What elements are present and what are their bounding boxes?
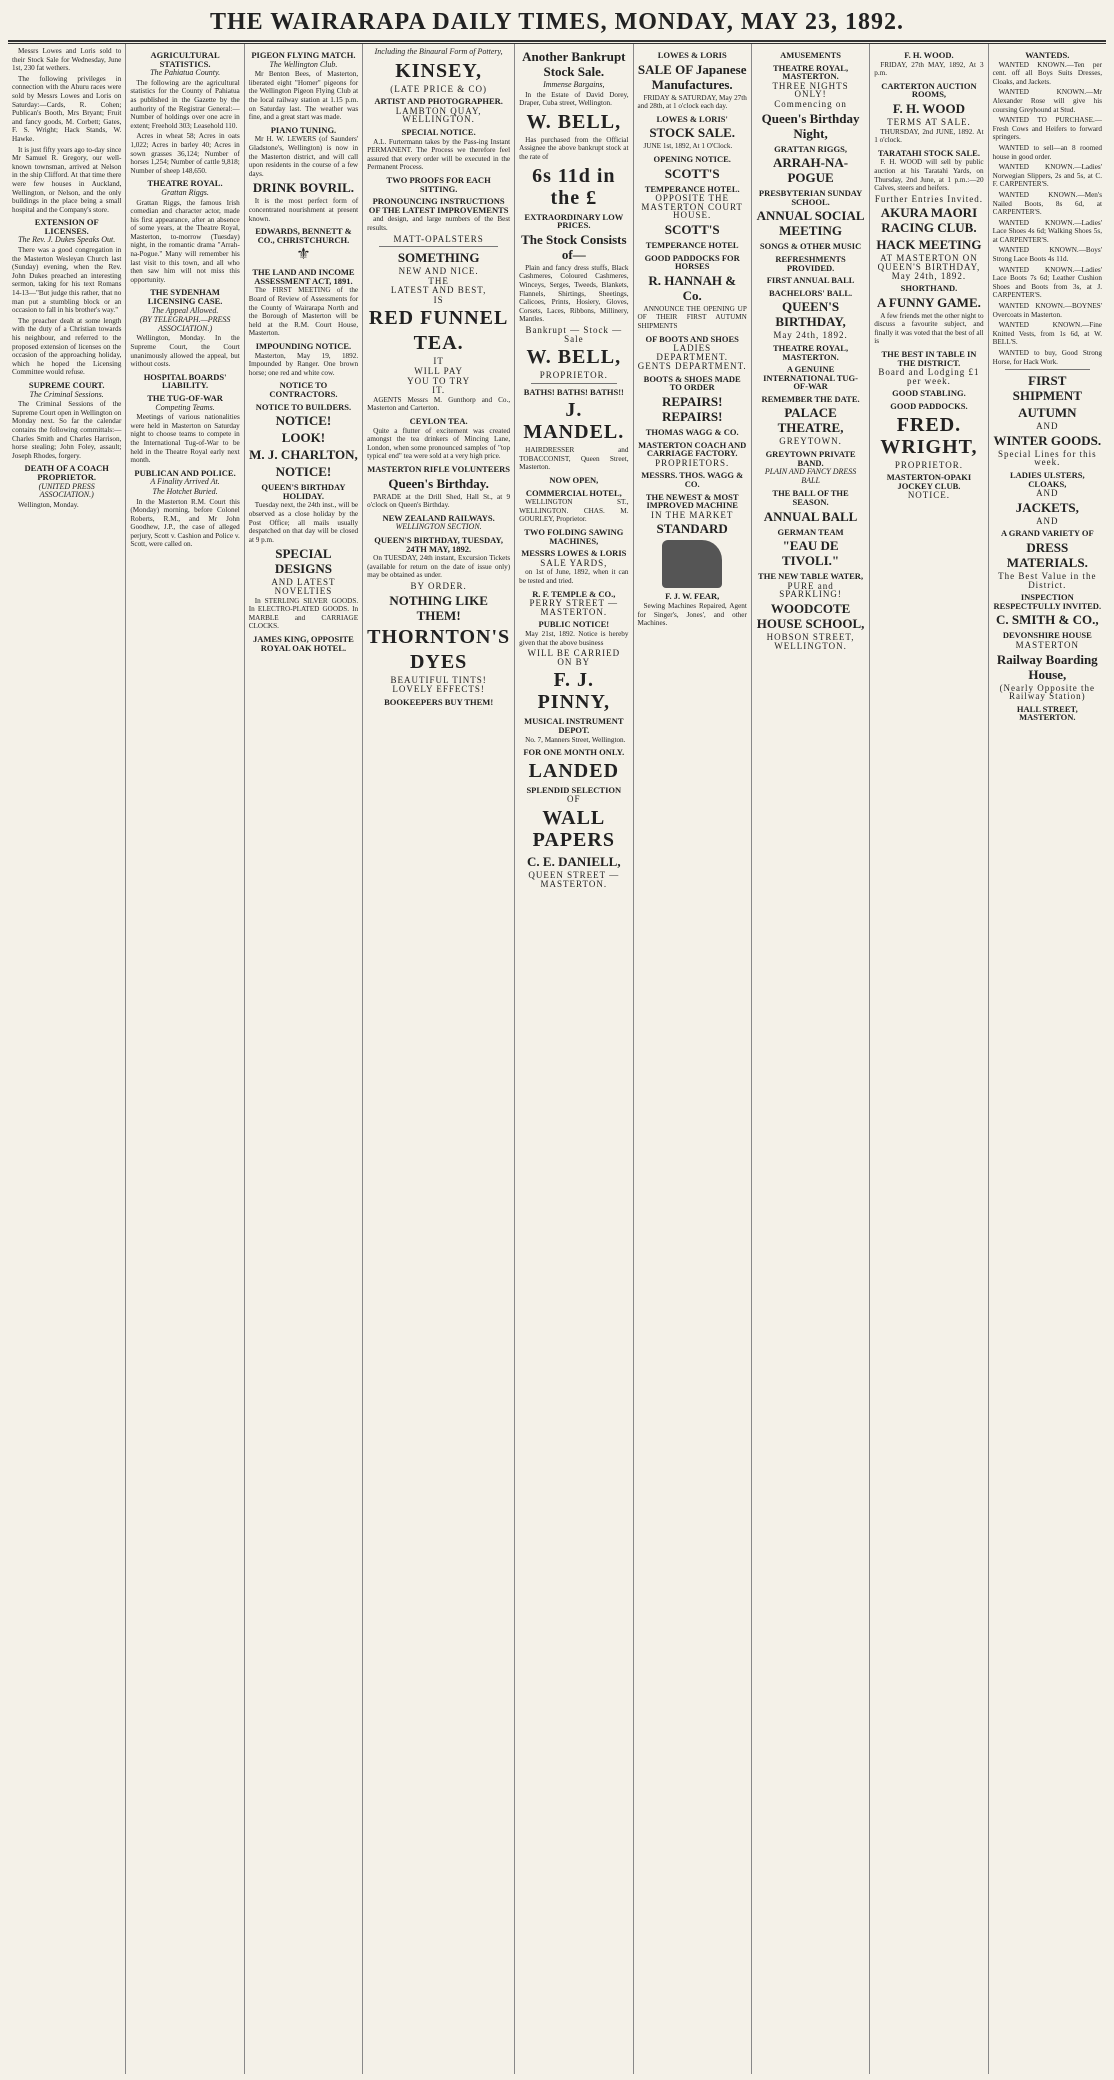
headline: THE SYDENHAM LICENSING CASE. — [147, 287, 223, 307]
headline: (LATE PRICE & CO) — [390, 83, 487, 94]
headline: NEW AND NICE. — [398, 266, 479, 277]
headline: LANDED — [528, 759, 620, 782]
headline: WANTEDS. — [1025, 50, 1070, 60]
headline: IT — [433, 356, 444, 367]
headline: SPECIAL DESIGNS — [274, 546, 332, 577]
headline: QUEEN STREET — MASTERTON. — [528, 869, 620, 889]
headline: The Best Value in the District. — [998, 570, 1097, 590]
article-paragraph: F. H. WOOD will sell by public auction at his Taratahi Yards, on Thursday, 2nd June, at 1 p.m.:—20 Calves, steers and heifers. — [874, 158, 984, 193]
headline: THE TUG-OF-WAR — [147, 392, 223, 403]
headline: WILL PAY — [414, 366, 463, 377]
headline: SPLENDID SELECTION — [526, 784, 622, 795]
headline: F. H. WOOD. — [904, 50, 954, 60]
headline: Railway Boarding House, — [996, 651, 1098, 682]
article-paragraph: WANTED KNOWN.—Fine Knitted Vests, from 1s 6d, at W. BELL'S. — [992, 321, 1102, 347]
headline: "EAU DE TIVOLI." — [781, 538, 840, 569]
headline: The Pahiatua County. — [150, 68, 221, 78]
headline: REMEMBER THE DATE. — [761, 393, 860, 404]
article-paragraph: WELLINGTON ST., WELLINGTON. CHAS. M. GOURLEY, Proprietor. — [519, 498, 629, 524]
article-paragraph: On TUESDAY, 24th instant, Excursion Tickets (available for return on the date of issue only) may be obtained as under. — [367, 554, 511, 580]
article-paragraph: Sewing Machines Repaired, Agent for Singer's, Jones', and other Machines. — [637, 602, 747, 628]
headline: PIANO TUNING. — [270, 124, 337, 135]
separator-rule — [379, 246, 498, 247]
headline: STANDARD — [656, 521, 728, 537]
article-paragraph: WANTED KNOWN.—Men's Nailed Boots, 8s 6d, at CARPENTER'S. — [992, 190, 1102, 217]
headline: F. J. W. FEAR, — [665, 591, 720, 602]
headline: TWO FOLDING SAWING MACHINES, — [524, 527, 624, 546]
headline: HOSPITAL BOARDS' LIABILITY. — [143, 371, 227, 391]
headline: PROPRIETOR. — [539, 370, 608, 381]
headline: PROPRIETORS. — [655, 457, 730, 468]
crest-emblem: ⚜ — [296, 246, 311, 264]
headline: Bankrupt — Stock — Sale — [525, 324, 623, 344]
article-paragraph: It is the most perfect form of concentrated nourishment at present known. — [248, 197, 359, 223]
headline: AND LATEST NOVELTIES — [271, 577, 336, 596]
column-6 — [634, 44, 752, 2074]
headline: MASTERTON — [1015, 639, 1079, 650]
headline: BEAUTIFUL TINTS! — [390, 674, 487, 685]
article-paragraph: WANTED KNOWN.—Ladies' Lace Boots 7s 6d; Leather Cushion Shoes and Boots from 3s, at J. CARPENTER'S. — [992, 265, 1102, 300]
headline: JACKETS, — [1015, 499, 1079, 515]
headline: WALL PAPERS — [532, 806, 615, 851]
headline: GREYTOWN PRIVATE BAND. — [765, 449, 856, 468]
article-paragraph: The following are the agricultural statistics for the County of Pahiatua as published in the Gazette by the authority of the Registrar General:—Number of holdings over one acre in extent; Freehold 303; Leasehold 110. — [130, 78, 240, 130]
headline: PLAIN AND FANCY DRESS BALL — [764, 467, 857, 485]
article-paragraph: JUNE 1st, 1892, At 1 O'Clock. — [643, 142, 733, 151]
headline: PRONOUNCING INSTRUCTIONS OF THE LATEST IMPROVEMENTS — [368, 196, 509, 215]
headline: GOOD PADDOCKS FOR HORSES — [644, 252, 740, 272]
headline: NOW OPEN, — [549, 475, 599, 486]
headline: SALE YARDS, — [540, 557, 608, 568]
headline: Commencing on — [774, 98, 847, 109]
headline: MESSRS. THOS. WAGG & CO. — [641, 470, 744, 490]
headline: Grattan Riggs. — [161, 187, 209, 197]
headline: Special Lines for this week. — [997, 448, 1097, 468]
article-paragraph: Acres in wheat 58; Acres in oats 1,022; Acres in barley 40; Acres in sown grasses 36,124; Number of horses 1,254; Number of cattle 9,818; Number of sheep 148,650. — [130, 132, 240, 175]
headline: TEA. — [413, 332, 464, 355]
column-3 — [245, 44, 363, 2074]
headline: ANNUAL BALL — [763, 508, 858, 524]
headline: F. J. PINNY, — [537, 669, 611, 714]
article-paragraph: No. 7, Manners Street, Wellington. — [525, 735, 626, 744]
headline: FOR ONE MONTH ONLY. — [523, 747, 625, 758]
headline: QUEEN'S BIRTHDAY HOLIDAY. — [261, 482, 346, 501]
headline: LAMBTON QUAY, WELLINGTON. — [395, 105, 482, 125]
headline: REFRESHMENTS PROVIDED. — [775, 253, 846, 273]
headline: LADIES ULSTERS, CLOAKS, — [1009, 469, 1085, 489]
headline: FIRST SHIPMENT — [1012, 373, 1082, 404]
headline: EXTRAORDINARY LOW PRICES. — [524, 211, 624, 231]
headline: IN THE MARKET — [651, 509, 734, 520]
headline: LOWES & LORIS — [657, 50, 727, 60]
headline: WOODCOTE HOUSE SCHOOL, — [756, 601, 865, 631]
headline: GRATTAN RIGGS, — [774, 143, 847, 154]
headline: C. SMITH & CO., — [996, 612, 1099, 628]
headline: NEW ZEALAND RAILWAYS. — [382, 512, 495, 523]
article-paragraph: WANTED KNOWN.—Ladies' Lace Shoes 4s 6d; Walking Shoes 5s, at CARPENTER'S. — [992, 218, 1102, 244]
headline: DRINK BOVRIL. — [252, 180, 354, 196]
boot-illustration — [662, 540, 722, 588]
headline: THEATRE ROYAL. — [147, 178, 223, 189]
headline: REPAIRS! REPAIRS! — [661, 394, 723, 425]
headline: M. J. CHARLTON, — [249, 447, 358, 463]
headline: QUEEN'S BIRTHDAY, — [775, 299, 846, 330]
headline: PUBLICAN AND POLICE. — [134, 467, 236, 478]
headline: DYES — [409, 650, 468, 673]
headline: THEATRE ROYAL, MASTERTON. — [773, 62, 849, 82]
headline: WINTER GOODS. — [993, 432, 1102, 448]
headline: SCOTT'S — [664, 221, 720, 237]
headline: JAMES KING, OPPOSITE ROYAL OAK HOTEL. — [253, 633, 354, 653]
headline: W. BELL, — [526, 110, 622, 133]
column-5 — [515, 44, 633, 2074]
article-paragraph: WANTED to buy, Good Strong Horse, for Hack Work. — [992, 349, 1102, 366]
headline: MASTERTON COACH AND CARRIAGE FACTORY. — [638, 439, 747, 459]
article-paragraph: WANTED to sell—an 8 roomed house in good order. — [992, 143, 1102, 161]
headline: HOBSON STREET, WELLINGTON. — [766, 632, 855, 651]
headline: A GRAND VARIETY OF — [1000, 528, 1094, 539]
headline: YOU TO TRY — [407, 375, 471, 386]
headline: PURE and SPARKLING! — [779, 580, 842, 600]
headline: NOTICE. — [907, 490, 951, 501]
headline: THOMAS WAGG & CO. — [645, 427, 739, 438]
article-paragraph: Messrs Lowes and Loris sold to their Stock Sale for Wednesday, June 1st, 230 fat wethers. — [12, 47, 122, 73]
headline: ARRAH-NA-POGUE — [773, 155, 849, 186]
article-paragraph: A.L. Furtermann takes by the Pass-ing Instant PERMANENT. The Process we therefore feel assured that every order will be executed in the Permanent Process. — [367, 137, 511, 172]
headline: AND — [1036, 421, 1059, 432]
headline: BATHS! BATHS! BATHS!! — [523, 386, 624, 397]
headline: MATT-OPALSTERS — [393, 233, 484, 244]
article-paragraph: WANTED KNOWN.—Ten per cent. off all Boys Suits Dresses, Cloaks, and Jackets. — [992, 60, 1102, 86]
headline: THE BALL OF THE SEASON. — [772, 488, 849, 508]
headline: FIRST ANNUAL BALL — [766, 275, 855, 286]
headline: A GENUINE INTERNATIONAL TUG-OF-WAR — [763, 364, 858, 392]
headline: IMPOUNDING NOTICE. — [255, 341, 352, 352]
headline: Board and Lodging £1 per week. — [878, 367, 980, 386]
masthead: THE WAIRARAPA DAILY TIMES, MONDAY, MAY 23, 1892. — [209, 9, 905, 35]
article-paragraph: Mr H. W. LEWERS (of Saunders' Gladstone's, Wellington) is now in the Masterton district, and will call upon residents in the course of a few days. — [248, 135, 359, 178]
article-paragraph: HAIRDRESSER and TOBACCONIST, Queen Street, Masterton. — [519, 446, 629, 472]
headline: PROPRIETOR. — [894, 459, 963, 470]
headline: THREE NIGHTS ONLY! — [772, 80, 849, 100]
headline: EDWARDS, BENNETT & CO., CHRISTCHURCH. — [255, 226, 352, 245]
article-paragraph: WANTED TO PURCHASE.—Fresh Cows and Heifers to forward springers. — [992, 116, 1102, 142]
headline: PRESBYTERIAN SUNDAY SCHOOL. — [758, 188, 863, 207]
headline: Immense Bargains, — [543, 80, 605, 89]
headline: SCOTT'S — [664, 165, 720, 181]
article-paragraph: Quite a flutter of excitement was created amongst the tea drinkers of Mincing Lane, London, when some pronounced samples of "top typical end" tea were sold at a very high price. — [367, 426, 511, 461]
article-paragraph: It is just fifty years ago to-day since Mr Samuel R. Gregory, our well-known townsman, arrived at Nelson in the ship Clifford. At that time there were few houses in Auckland, Wellington, or Nelson, and the only buildings in the place being a small hospital and the Company's store. — [12, 145, 122, 214]
headline: Competing Teams. — [155, 402, 215, 412]
headline: LOOK! — [281, 430, 326, 446]
headline: TEMPERANCE HOTEL. — [644, 183, 740, 194]
headline: AGRICULTURAL STATISTICS. — [150, 50, 220, 69]
headline: WILL BE CARRIED ON BY — [527, 648, 621, 667]
headline: THE BEST IN TABLE IN THE DISTRICT. — [881, 349, 977, 368]
headline: LOVELY EFFECTS! — [392, 684, 485, 695]
headline: BOOTS & SHOES MADE TO ORDER — [643, 373, 741, 393]
headline: GOOD PADDOCKS. — [890, 401, 968, 412]
headline: SOMETHING — [397, 250, 480, 266]
headline: R. HANNAH & Co. — [648, 272, 737, 303]
headline: TWO PROOFS FOR EACH SITTING. — [386, 174, 491, 194]
headline: NOTHING LIKE THEM! — [389, 592, 488, 623]
headline: FRED. WRIGHT, — [880, 413, 978, 458]
headline: F. H. WOOD — [892, 100, 966, 116]
headline: SPECIAL NOTICE. — [401, 126, 476, 137]
headline: AT MASTERTON ON QUEEN'S BIRTHDAY, May 24th, 1892. — [877, 253, 981, 281]
article-paragraph: WANTED KNOWN.—Ladies' Norwegian Slippers, 2s and 5s, at C. F. CARPENTER'S. — [992, 163, 1102, 189]
headline: Queen's Birthday. — [388, 475, 489, 491]
headline: BY ORDER. — [410, 580, 467, 591]
article-paragraph: FRIDAY, 27th MAY, 1892, At 3 p.m. — [874, 60, 984, 78]
separator-rule — [531, 383, 616, 384]
column-4 — [363, 44, 515, 2074]
headline: MASTERTON-OPAKI JOCKEY CLUB. — [886, 472, 972, 491]
headline: GOOD STABLING. — [892, 388, 966, 399]
headline: LATEST AND BEST, — [390, 285, 487, 296]
headline: OPPOSITE THE MASTERTON COURT HOUSE. — [641, 193, 743, 221]
article-paragraph: Mr Benton Bees, of Masterton, liberated eight "Homer" pigeons for the Wellington Pigeon Flying Club at the local railway station at 1.15 p.m. on Saturday last. The weather was fine, and a great start was made. — [248, 70, 359, 122]
article-paragraph: FRIDAY & SATURDAY, May 27th and 28th, at 1 o'clock each day. — [637, 93, 747, 111]
headline: AUTUMN — [1018, 405, 1077, 421]
article-paragraph: In STERLING SILVER GOODS. In ELECTRO-PLATED GOODS. In MARBLE and CARRIAGE CLOCKS. — [248, 596, 359, 631]
article-paragraph: Grattan Riggs, the famous Irish comedian and character actor, made his first appearance, after an absence of some years, at the Theatre Royal, Masterton, to-morrow (Tuesday) night, in the romantic drama "Arrah-na-Pogue." Many will remember his last visit to this town, and all who then saw him will not miss this opportunity. — [130, 198, 240, 284]
column-9 — [989, 44, 1106, 2074]
article-paragraph: The following privileges in connection with the Ahuru races were sold by Messrs Lowes and Loris on Saturday:—Cards, R. Cohen; Publican's Booth, Mrs Bryant; Fruit and fancy goods, M. Corbett; Gates, F. S. Wright; Hack Stands, W. Hawke. — [12, 74, 122, 143]
masthead-rule — [8, 40, 1106, 42]
headline: OF BOOTS AND SHOES — [645, 333, 739, 344]
article-paragraph: WANTED KNOWN.—BOYNES' Overcoats in Masterton. — [992, 302, 1102, 319]
headline: BOOKEEPERS BUY THEM! — [384, 696, 494, 707]
headline: RED FUNNEL — [368, 307, 509, 330]
headline: MESSRS LOWES & LORIS — [521, 548, 627, 559]
headline: MASTERTON RIFLE VOLUNTEERS — [367, 464, 511, 474]
headline: THE LAND AND INCOME ASSESSMENT ACT, 1891. — [252, 267, 355, 286]
article-paragraph: The FIRST MEETING of the Board of Review of Assessments for the County of Wairarapa North and the Borough of Masterton will be held at the R.M. Court House, Masterton. — [248, 286, 359, 338]
headline: LADIES DEPARTMENT. — [656, 343, 729, 362]
article-paragraph: The preacher dealt at some length with the duty of a Christian towards his neighbour, and referred to the proposed extension of licenses on the occasion of the approaching holiday, which he hoped the Licensing Committee would refuse. — [12, 316, 122, 377]
article-paragraph: Masterton, May 19, 1892. Impounded by Ranger. One brown horse; one red and white cow. — [248, 351, 359, 377]
headline: Including the Binaural Form of Pottery, — [374, 47, 503, 56]
headline: BACHELORS' BALL. — [768, 287, 853, 298]
headline: SALE OF Japanese Manufactures. — [637, 61, 747, 92]
headline: HALL STREET, MASTERTON. — [1016, 703, 1078, 723]
headline: SHORTHAND. — [900, 283, 958, 294]
headline: THORNTON'S — [367, 625, 511, 648]
column-2 — [126, 44, 244, 2074]
article-paragraph: The Criminal Sessions of the Supreme Court open in Wellington on Monday next. So far the calendar contains the following committals:—Charles Smith and Charles Harrison, horse stealing; John Foley, assault; Joseph Rhodes, forgery. — [12, 400, 122, 460]
headline: SONGS & OTHER MUSIC — [759, 241, 862, 252]
headline: C. E. DANIELL, — [527, 853, 621, 869]
headline: A Finality Arrived At. — [150, 477, 220, 487]
headline: KINSEY, — [395, 59, 483, 82]
headline: THE NEW TABLE WATER, — [758, 571, 864, 582]
article-paragraph: In the Estate of David Dorey, Draper, Cuba street, Wellington. — [519, 90, 629, 108]
headline: GREYTOWN. — [779, 436, 842, 447]
headline: LOWES & LORIS' — [656, 113, 728, 124]
headline: QUEEN'S BIRTHDAY, TUESDAY, 24TH MAY, 1892. — [374, 534, 503, 554]
headline: May 24th, 1892. — [773, 330, 848, 341]
headline: NOTICE! — [275, 413, 332, 429]
headline: MUSICAL INSTRUMENT DEPOT. — [524, 716, 624, 735]
article-paragraph: THURSDAY, 2nd JUNE, 1892. At 1 o'clock. — [874, 127, 984, 145]
column-1 — [8, 44, 126, 2074]
article-paragraph: There was a good congregation in the Masterton Wesleyan Church last (Sunday) evening, when the Rev. John Dukes preached an interesting sermon, taking for his text Romans 14-13—"But judge this rather, that no man put a stumbling block or an occasion to fall in his brother's way." — [12, 246, 122, 315]
article-paragraph: Has purchased from the Official Assignee the above bankrupt stock at the rate of — [519, 135, 629, 161]
article-paragraph: PARADE at the Drill Shed, Hall St., at 9 o'clock on Queen's Birthday. — [367, 492, 511, 510]
headline: PUBLIC NOTICE! — [538, 619, 610, 630]
headline: ARTIST AND PHOTOGRAPHER. — [374, 96, 503, 107]
headline: DEVONSHIRE HOUSE — [1002, 630, 1092, 641]
headline: The Wellington Club. — [269, 59, 338, 69]
column-7 — [752, 44, 870, 2074]
headline: THEATRE ROYAL, MASTERTON. — [773, 342, 849, 362]
headline: PALACE THEATRE, — [777, 405, 844, 436]
headline: IS — [433, 294, 444, 305]
headline: TARATAHI STOCK SALE. — [877, 147, 980, 158]
headline: A FUNNY GAME. — [877, 294, 981, 310]
article-paragraph: Meetings of various nationalities were held in Masterton on Saturday night to choose teams to compete in the International Tug-of-War to be held in the Theatre Royal early next month. — [130, 413, 240, 465]
headline: STOCK SALE. — [649, 125, 736, 141]
headline: W. BELL, — [526, 346, 622, 369]
headline: The Rev. J. Dukes Speaks Out. — [18, 235, 116, 245]
article-paragraph: In the Masterton R.M. Court this (Monday) morning, before Colonel Roberts, R.M., and Mr John Goodhew, J.P., the case of alleged perjury, Scott v. Cashion and Police v. Scott, were called on. — [130, 497, 240, 549]
headline: AKURA MAORI RACING CLUB. — [880, 205, 978, 236]
headline: AMUSEMENTS — [780, 50, 842, 60]
article-paragraph: May 21st, 1892. Notice is hereby given that the above business — [519, 629, 629, 647]
headline: AND — [1036, 515, 1059, 526]
headline: INSPECTION RESPECTFULLY INVITED. — [993, 592, 1102, 611]
column-8 — [870, 44, 988, 2074]
headline: Further Entries Invited. — [874, 193, 984, 204]
headline: NOTICE TO CONTRACTORS. — [269, 380, 338, 399]
headline: NOTICE TO BUILDERS. — [255, 401, 352, 412]
headline: OF — [567, 794, 581, 805]
article-paragraph: ANNOUNCE THE OPENING UP OF THEIR FIRST AUTUMN SHIPMENTS — [637, 304, 747, 330]
headline: TERMS AT SALE. — [887, 116, 971, 127]
headline: CEYLON TEA. — [409, 416, 468, 427]
article-paragraph: A few friends met the other night to discuss a favourite subject, and finally it was voted that the best of all is — [874, 311, 984, 346]
headline: GENTS DEPARTMENT. — [637, 361, 747, 372]
headline: The Appeal Allowed. — [151, 305, 219, 315]
headline: PIGEON FLYING MATCH. — [251, 50, 356, 60]
article-paragraph: AGENTS Messrs M. Gunthorp and Co., Masterton and Carterton. — [367, 395, 511, 413]
headline: (BY TELEGRAPH.—PRESS ASSOCIATION.) — [139, 315, 231, 333]
headline: Another Bankrupt Stock Sale. — [522, 49, 626, 79]
headline: DEATH OF A COACH PROPRIETOR. — [24, 463, 109, 482]
article-paragraph: on 1st of June, 1892, when it can be tested and tried. — [519, 568, 629, 585]
article-paragraph: Wellington, Monday. In the Supreme Court, the Court unanimously allowed the appeal, but without costs. — [130, 334, 240, 369]
headline: EXTENSION OF LICENSES. — [34, 217, 99, 236]
headline: Queen's Birthday Night, — [761, 110, 860, 141]
headline: IT. — [432, 385, 446, 396]
headline: HACK MEETING — [876, 237, 982, 253]
article-paragraph: Wellington, Monday. — [18, 500, 79, 509]
article-paragraph: WANTED KNOWN.—Boys' Strong Lace Boots 4s 11d. — [992, 246, 1102, 264]
headline: ANNUAL SOCIAL MEETING — [756, 208, 865, 239]
headline: TEMPERANCE HOTEL — [645, 239, 739, 250]
headline: The Stock Consists of— — [521, 231, 627, 262]
headline: PERRY STREET — MASTERTON. — [529, 598, 619, 617]
headline: NOTICE! — [275, 464, 332, 480]
headline: DRESS MATERIALS. — [1006, 539, 1088, 570]
headline: The Criminal Sessions. — [29, 389, 104, 399]
article-paragraph: Plain and fancy dress stuffs, Black Cashmeres, Coloured Cashmeres, Winceys, Serges, Tweeds, Blankets, Flannels, Shirtings, Sheetings, Calicoes, Prints, Hosiery, Gloves, Corsets, Laces, Ribbons, Millinery, Mantles. — [519, 263, 629, 324]
article-paragraph: and design, and large numbers of the Best results. — [367, 215, 511, 232]
headline: The Hotchet Buried. — [152, 486, 218, 496]
article-paragraph: Tuesday next, the 24th inst., will be observed as a close holiday by the Post Office; all mails usually despatched on that day will be closed at 9 p.m. — [248, 501, 359, 544]
headline: J. MANDEL. — [523, 399, 625, 444]
headline: (UNITED PRESS ASSOCIATION.) — [38, 481, 95, 500]
article-paragraph: WANTED KNOWN.—Mr Alexander Rose will give his coursing Greyhound at Stud. — [992, 88, 1102, 114]
headline: 6s 11d in the £ — [532, 164, 616, 209]
separator-rule — [1005, 369, 1090, 370]
headline: R. F. TEMPLE & CO., — [532, 588, 616, 599]
headline: CARTERTON AUCTION ROOMS, — [881, 80, 977, 100]
headline: AND — [1036, 488, 1059, 499]
headline: THE NEWEST & MOST IMPROVED MACHINE — [645, 491, 739, 511]
headline: (Nearly Opposite the Railway Station) — [999, 682, 1096, 702]
headline: SUPREME COURT. — [28, 379, 105, 390]
headline: THE — [428, 275, 449, 286]
headline: OPENING NOTICE. — [653, 153, 731, 164]
headline: WELLINGTON SECTION. — [395, 522, 482, 532]
headline: GERMAN TEAM — [777, 526, 844, 537]
newspaper-columns — [8, 44, 1106, 2074]
headline: COMMERCIAL HOTEL, — [525, 487, 622, 498]
